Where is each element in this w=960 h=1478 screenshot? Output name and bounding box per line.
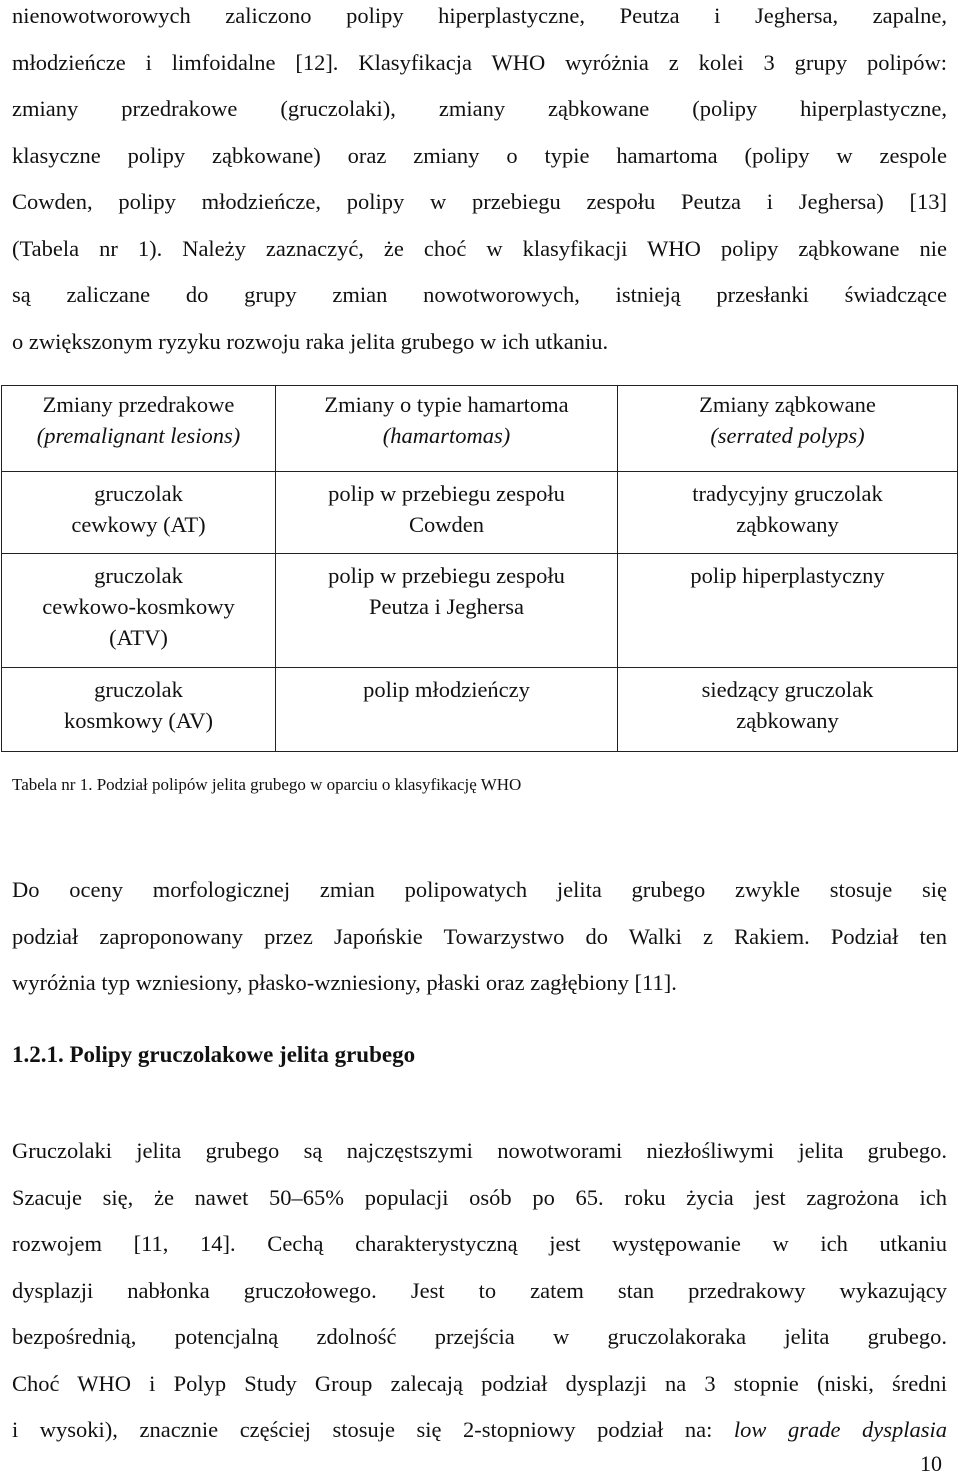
- table-cell: gruczolak cewkowy (AT): [2, 472, 276, 554]
- text-line: bezpośrednią, potencjalną zdolność przejścia w gruczolakoraka jelita grubego.: [12, 1324, 947, 1349]
- text-line: są zaliczane do grupy zmian nowotworowych, istnieją przesłanki świadczące: [12, 282, 947, 307]
- text-line: dysplazji nabłonka gruczołowego. Jest to zatem stan przedrakowy wykazujący: [12, 1277, 947, 1303]
- text-line: wyróżnia typ wzniesiony, płasko-wzniesiony, płaski oraz zagłębiony [11].: [12, 970, 677, 995]
- adenoma-paragraph: [12, 1128, 947, 1454]
- text-line: podział zaproponowany przez Japońskie Towarzystwo do Walki z Rakiem. Podział ten: [12, 923, 947, 949]
- header-title: Zmiany przedrakowe: [42, 392, 235, 417]
- table-header-row: [2, 386, 958, 472]
- table-cell: siedzący gruczolak ząbkowany: [618, 668, 958, 752]
- table-caption: Tabela nr 1. Podział polipów jelita grubego w oparciu o klasyfikację WHO: [12, 775, 522, 794]
- text-fragment: i wysoki), znacznie częściej stosuje się 2-stopniowy podział na:: [12, 1417, 734, 1442]
- table-row: [2, 668, 958, 752]
- section-heading: 1.2.1. Polipy gruczolakowe jelita grubego: [12, 1042, 416, 1067]
- table-cell: polip młodzieńczy: [276, 668, 618, 752]
- header-title: Zmiany o typie hamartoma: [324, 392, 569, 417]
- text-line: Szacuje się, że nawet 50–65% populacji osób po 65. roku życia jest zagrożona ich: [12, 1184, 947, 1210]
- text-line: zmiany przedrakowe (gruczolaki), zmiany ząbkowane (polipy hiperplastyczne,: [12, 96, 947, 121]
- text-line: klasyczne polipy ząbkowane) oraz zmiany o typie hamartoma (polipy w zespole: [12, 142, 947, 168]
- table-cell: polip w przebiegu zespołu Cowden: [276, 472, 618, 554]
- italic-term: low grade dysplasia: [733, 1417, 947, 1442]
- text-line: Cowden, polipy młodzieńcze, polipy w przebiegu zespołu Peutza i Jeghersa) [13]: [12, 189, 947, 214]
- text-line: (Tabela nr 1). Należy zaznaczyć, że choć w klasyfikacji WHO polipy ząbkowane nie: [12, 235, 947, 261]
- text-line: [12, 1407, 947, 1454]
- table-cell: tradycyjny gruczolak ząbkowany: [618, 472, 958, 554]
- text-line: o zwiększonym ryzyku rozwoju raka jelita grubego w ich utkaniu.: [12, 328, 609, 354]
- header-hamartomas: [276, 386, 618, 472]
- header-subtitle: (serrated polyps): [710, 423, 865, 448]
- table-cell: gruczolak cewkowo-kosmkowy (ATV): [2, 554, 276, 668]
- morphology-paragraph: [12, 867, 947, 1007]
- table-cell: polip w przebiegu zespołu Peutza i Jeghersa: [276, 554, 618, 668]
- header-serrated: [618, 386, 958, 472]
- page-number: 10: [920, 1451, 942, 1476]
- header-subtitle: (hamartomas): [382, 423, 511, 448]
- text-line: Do oceny morfologicznej zmian polipowatych jelita grubego zwykle stosuje się: [12, 877, 947, 902]
- text-line: Gruczolaki jelita grubego są najczęstszymi nowotworami niezłośliwymi jelita grubego.: [12, 1138, 947, 1163]
- table-row: [2, 554, 958, 668]
- table-cell: polip hiperplastyczny: [618, 554, 958, 668]
- header-subtitle: (premalignant lesions): [36, 423, 241, 448]
- intro-paragraph: [12, 0, 947, 365]
- header-premalignant: [2, 386, 276, 472]
- table-cell: gruczolak kosmkowy (AV): [2, 668, 276, 752]
- text-line: nienowotworowych zaliczono polipy hiperplastyczne, Peutza i Jeghersa, zapalne,: [12, 3, 947, 28]
- header-title: Zmiany ząbkowane: [699, 392, 876, 417]
- text-line: młodzieńcze i limfoidalne [12]. Klasyfikacja WHO wyróżnia z kolei 3 grupy polipów:: [12, 49, 947, 75]
- who-classification-table: [1, 385, 958, 752]
- text-line: rozwojem [11, 14]. Cechą charakterystyczną jest występowanie w ich utkaniu: [12, 1231, 947, 1256]
- text-line: Choć WHO i Polyp Study Group zalecają podział dysplazji na 3 stopnie (niski, średni: [12, 1370, 947, 1396]
- table-row: [2, 472, 958, 554]
